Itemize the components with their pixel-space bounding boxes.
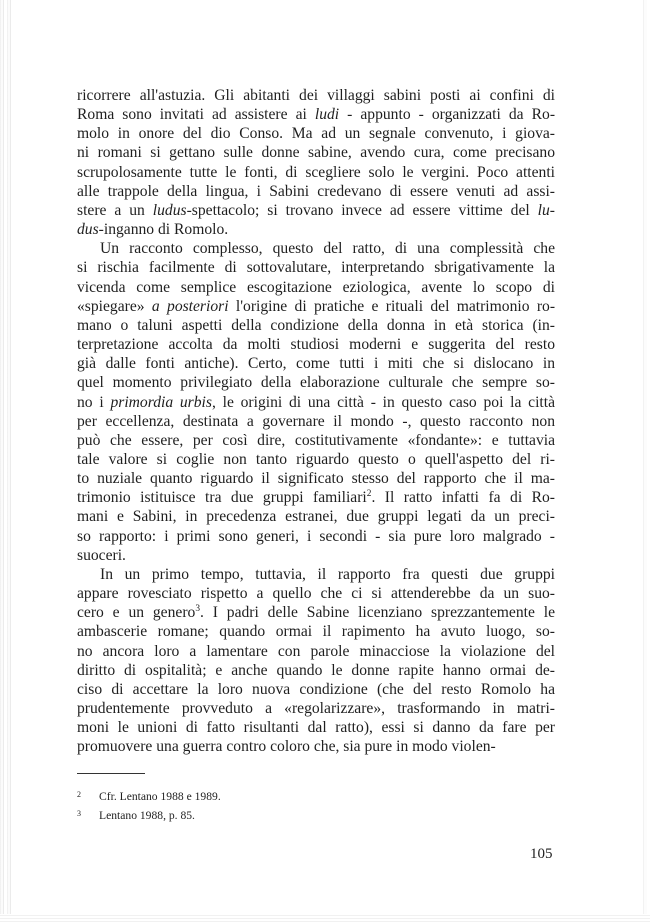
text-line: no i primordia urbis, le origini di una città - in questo caso poi la città (77, 393, 556, 411)
text-line: ni romani si gettano sulle donne sabine, avendo cura, come precisano (77, 144, 555, 162)
text-line: stere a un ludus-spettacolo; si trovano invece ad essere vittime del lu- (77, 201, 555, 219)
text-line: quel momento privilegiato della elaborazione culturale che sempre so- (77, 374, 555, 392)
text-line: ambascerie romane; quando ormai il rapimento ha avuto luogo, so- (77, 623, 555, 641)
text-line: per eccellenza, destinata a governare il mondo -, questo racconto non (77, 412, 555, 430)
text-line: moni le unioni di fatto risultanti dal ratto), essi si danno da fare per (77, 719, 555, 737)
scan-edge-bottom (0, 914, 650, 922)
text-line: mani e Sabini, in precedenza estranei, due gruppi legati da un preci- (77, 508, 555, 526)
text-line: Un racconto complesso, questo del ratto, di una complessità che (100, 240, 555, 258)
text-line: mano o taluni aspetti della condizione della donna in età storica (in- (77, 316, 555, 334)
text-line: diritto di ospitalità; e anche quando le donne rapite hanno ormai de- (77, 661, 555, 679)
text-line: no ancora loro a lamentare con parole minacciose la violazione del (77, 642, 555, 660)
footnote-text: Cfr. Lentano 1988 e 1989. (99, 790, 221, 803)
footnote-3 (77, 805, 221, 824)
footnote-number: 3 (77, 809, 81, 818)
text-line: ricorrere all'astuzia. Gli abitanti dei villaggi sabini posti ai confini di (77, 87, 555, 104)
text-line: Roma sono invitati ad assistere ai ludi - appunto - organizzati da Ro- (77, 106, 556, 124)
footnote-number: 2 (77, 790, 81, 799)
body-text (77, 86, 555, 756)
footnote-text: Lentano 1988, p. 85. (99, 809, 195, 822)
text-line: trimonio istituisce tra due gruppi familiari$^2$. Il ratto infatti fa di Ro- (77, 489, 555, 507)
text-line: dus-inganno di Romolo. (77, 221, 229, 239)
text-line: molo in onore del dio Conso. Ma ad un segnale convenuto, i giova- (77, 125, 555, 143)
footnote-separator (77, 773, 145, 774)
text-line: già dalle fonti antiche). Certo, come tutti i miti che si dislocano in (77, 355, 555, 373)
text-line: to nuziale quanto riguardo il significato stesso del rapporto che il ma- (77, 470, 555, 488)
text-line: vicenda come semplice escogitazione eziologica, avente lo scopo di (77, 278, 555, 296)
text-line: appare rovesciato rispetto a quello che ci si attenderebbe da un suo- (77, 585, 555, 603)
text-line: In un primo tempo, tuttavia, il rapporto fra questi due gruppi (100, 565, 555, 583)
text-line: alle trappole della lingua, i Sabini credevano di essere venuti ad assi- (77, 182, 555, 200)
page-number: 105 (530, 846, 553, 862)
footnotes (77, 786, 221, 824)
text-line: suoceri. (77, 546, 126, 564)
text-line: si rischia facilmente di sottovalutare, interpretando sbrigativamente la (77, 259, 555, 277)
text-line: ciso di accettare la loro nuova condizione (che del resto Romolo ha (77, 680, 555, 698)
text-line: scrupolosamente tutte le fonti, di scegliere solo le vergini. Poco attenti (77, 163, 555, 181)
text-line: tale valore si coglie non tanto riguardo questo o quell'aspetto del ri- (77, 450, 555, 468)
scan-edge-left (0, 0, 14, 922)
scan-edge-right (640, 0, 650, 922)
text-line: promuovere una guerra contro coloro che, sia pure in modo violen- (77, 738, 496, 756)
text-line: terpretazione accolta da molti studiosi moderni e suggerita del resto (77, 336, 555, 354)
text-line: cero e un genero$^3$. I padri delle Sabine licenziano sprezzantemente le (77, 604, 556, 622)
text-line: so rapporto: i primi sono generi, i secondi - sia pure loro malgrado - (77, 527, 555, 545)
text-line: prudentemente provveduto a «regolarizzare», trasformando in matri- (77, 700, 555, 717)
text-line: «spiegare» a posteriori l'origine di pratiche e rituali del matrimonio ro- (77, 297, 556, 315)
footnote-2 (77, 786, 221, 805)
text-line: può che essere, per così dire, costitutivamente «fondante»: e tuttavia (77, 431, 555, 449)
